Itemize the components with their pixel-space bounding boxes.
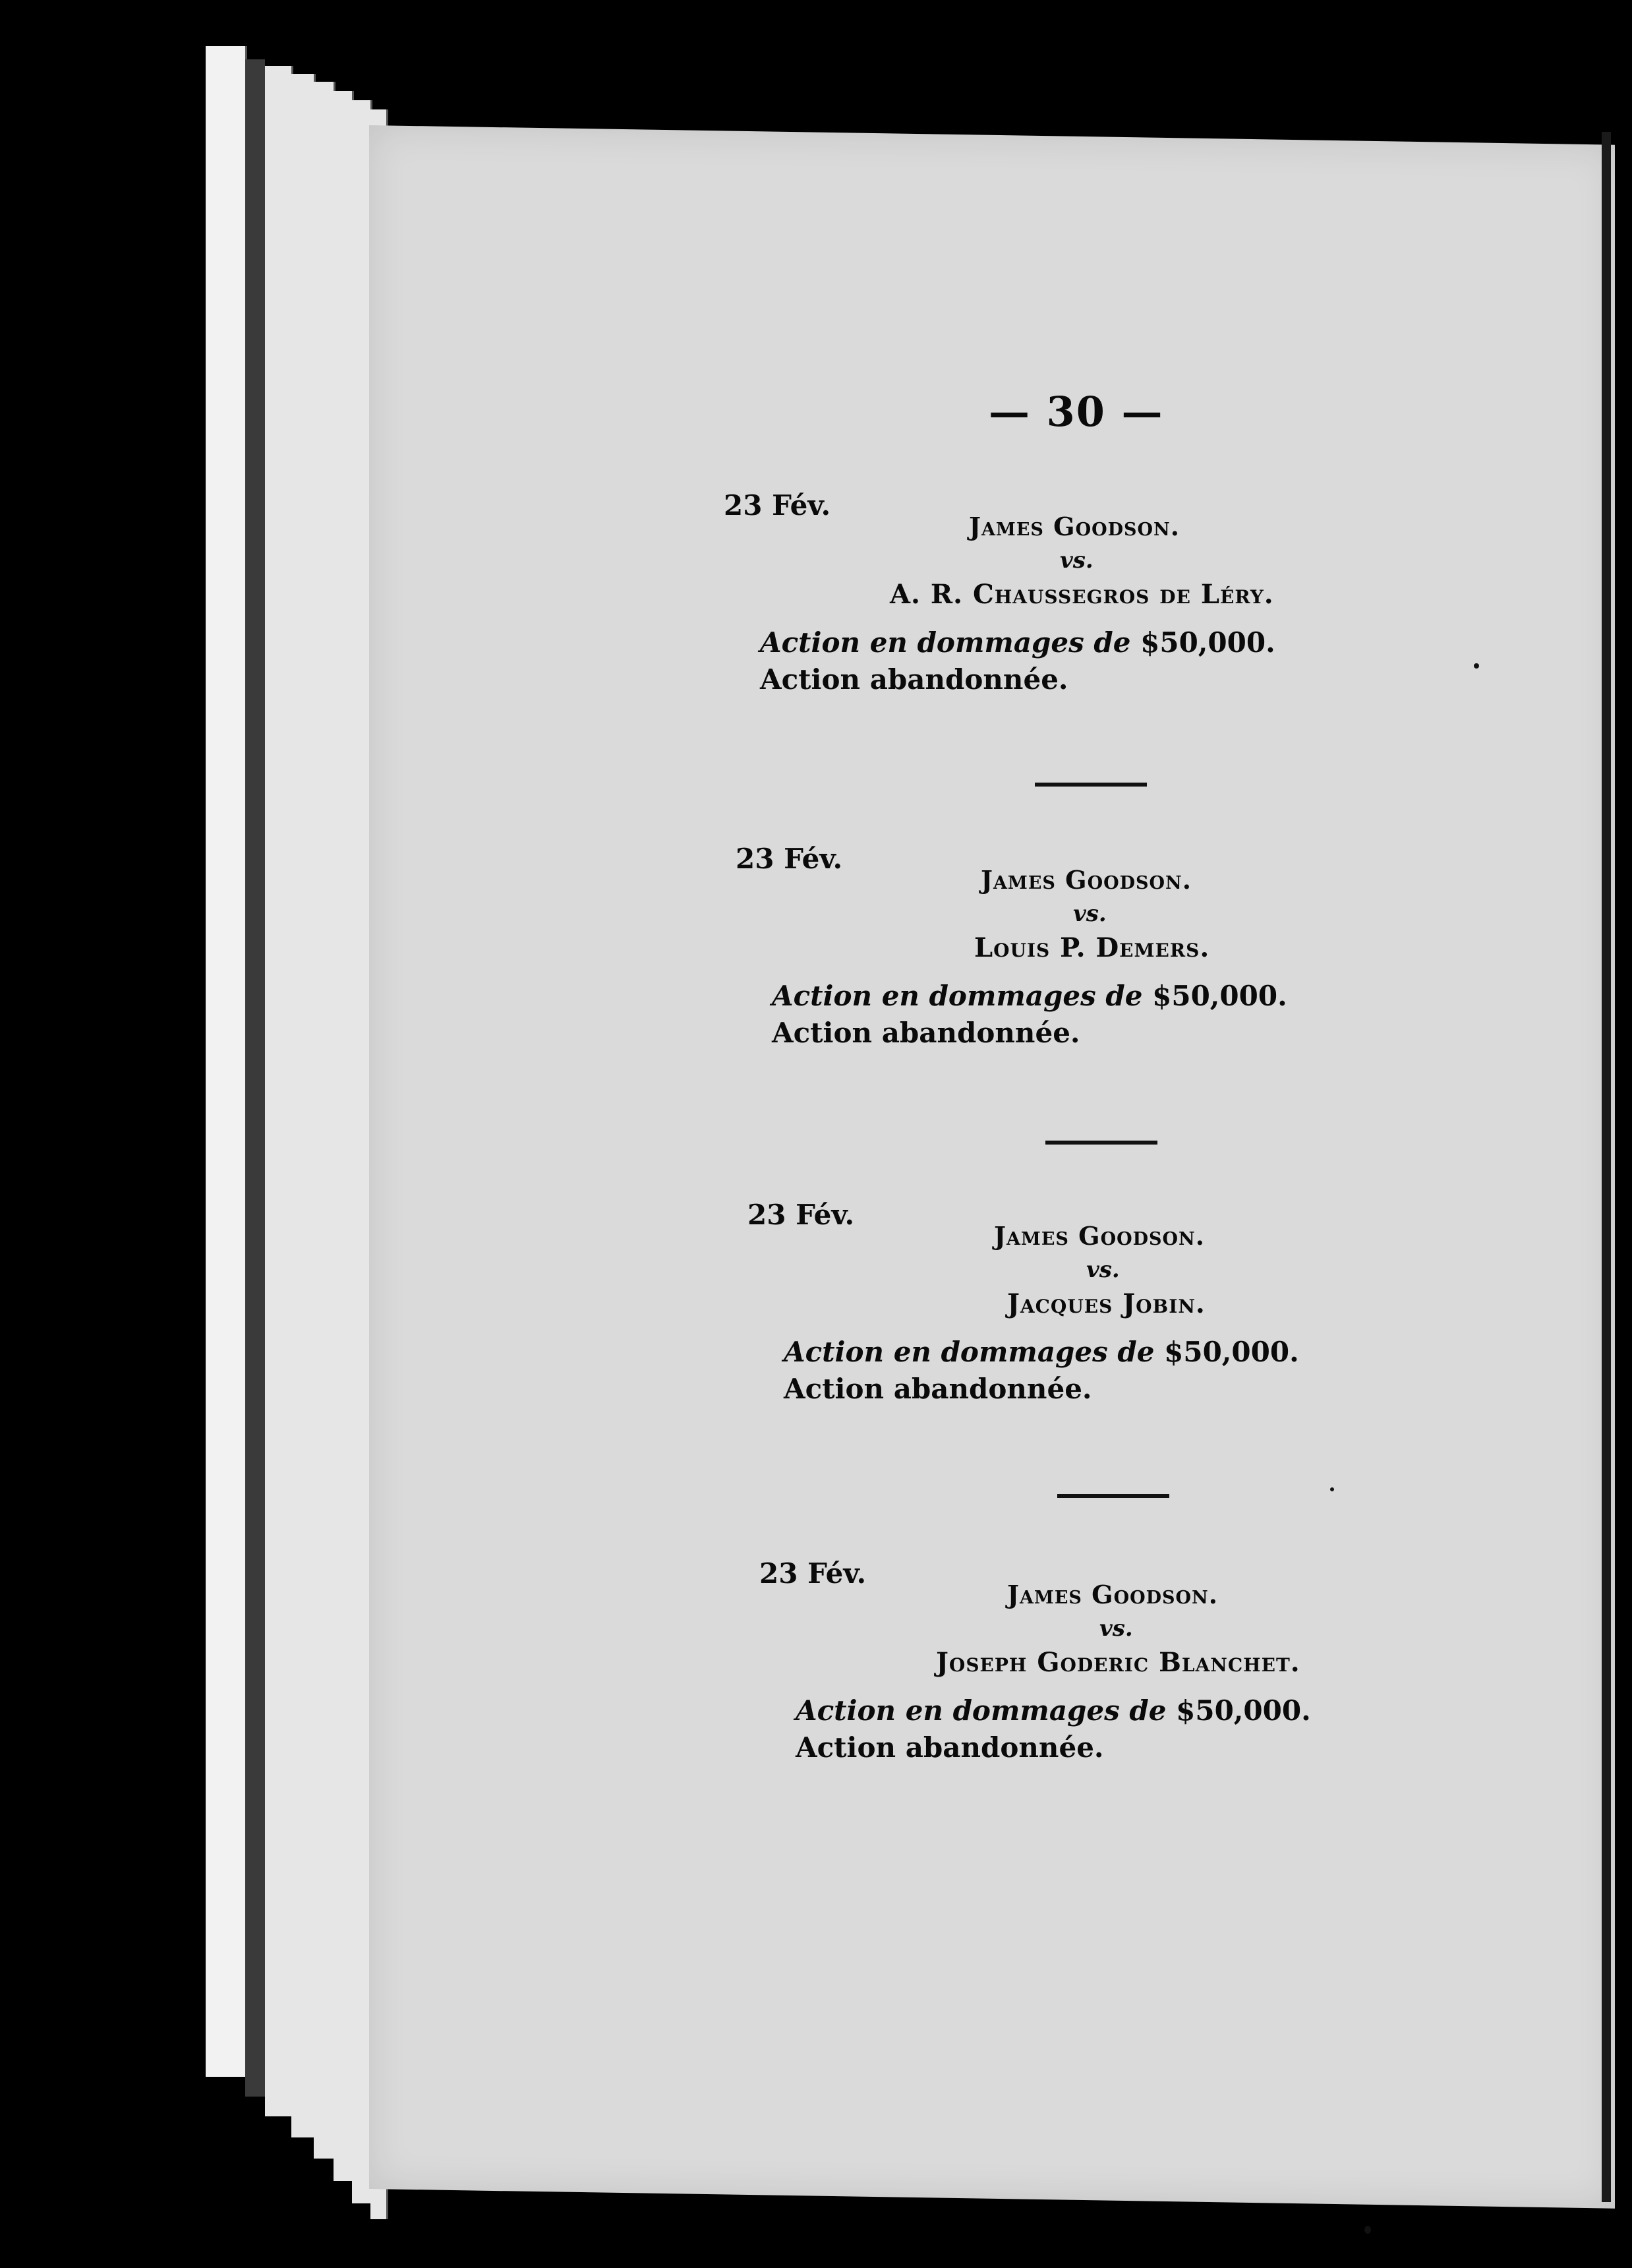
- case-claim: [760, 626, 1275, 659]
- case-plaintiff: James Goodson.: [969, 512, 1180, 541]
- case-claim: [772, 980, 1287, 1012]
- case-claim-text: Action en dommages de: [760, 626, 1131, 659]
- page-number: — 30 —: [989, 388, 1164, 436]
- case-outcome: Action abandonnée.: [760, 663, 1068, 696]
- case-versus: vs.: [1073, 901, 1107, 927]
- case-defendant: A. R. Chaussegros de Léry.: [890, 579, 1274, 610]
- case-claim-amount: $50,000.: [1164, 1336, 1299, 1368]
- case-versus: vs.: [1086, 1257, 1120, 1283]
- case-entry: [747, 1199, 1472, 1436]
- case-plaintiff: James Goodson.: [994, 1221, 1205, 1251]
- case-claim: [796, 1694, 1311, 1727]
- case-claim-text: Action en dommages de: [784, 1336, 1155, 1368]
- case-outcome: Action abandonnée.: [796, 1731, 1104, 1764]
- case-claim-amount: $50,000.: [1176, 1694, 1311, 1727]
- case-date: 23 Fév.: [759, 1557, 867, 1590]
- case-claim-text: Action en dommages de: [796, 1694, 1167, 1727]
- section-separator: [1045, 1141, 1157, 1145]
- case-date: 23 Fév.: [736, 843, 843, 875]
- case-entry: [724, 489, 1449, 727]
- case-defendant: Joseph Goderic Blanchet.: [936, 1647, 1300, 1678]
- case-versus: vs.: [1060, 547, 1093, 574]
- case-claim-amount: $50,000.: [1152, 980, 1287, 1012]
- section-separator: [1057, 1494, 1169, 1498]
- case-entry: [759, 1557, 1484, 1795]
- case-versus: vs.: [1099, 1615, 1133, 1642]
- section-separator: [1035, 783, 1147, 787]
- case-date: 23 Fév.: [747, 1199, 855, 1231]
- case-plaintiff: James Goodson.: [1007, 1580, 1218, 1609]
- case-claim-amount: $50,000.: [1140, 626, 1275, 659]
- case-defendant: Louis P. Demers.: [974, 932, 1210, 963]
- case-defendant: Jacques Jobin.: [1007, 1288, 1206, 1319]
- case-plaintiff: James Goodson.: [981, 865, 1192, 895]
- case-outcome: Action abandonnée.: [772, 1017, 1080, 1049]
- case-claim-text: Action en dommages de: [772, 980, 1143, 1012]
- scan-speck: [1474, 663, 1479, 669]
- case-claim: [784, 1336, 1299, 1368]
- scan-speck: [1364, 2226, 1371, 2234]
- case-date: 23 Fév.: [724, 489, 831, 522]
- case-entry: [736, 843, 1461, 1080]
- case-outcome: Action abandonnée.: [784, 1373, 1092, 1405]
- scan-speck: [1330, 1487, 1334, 1491]
